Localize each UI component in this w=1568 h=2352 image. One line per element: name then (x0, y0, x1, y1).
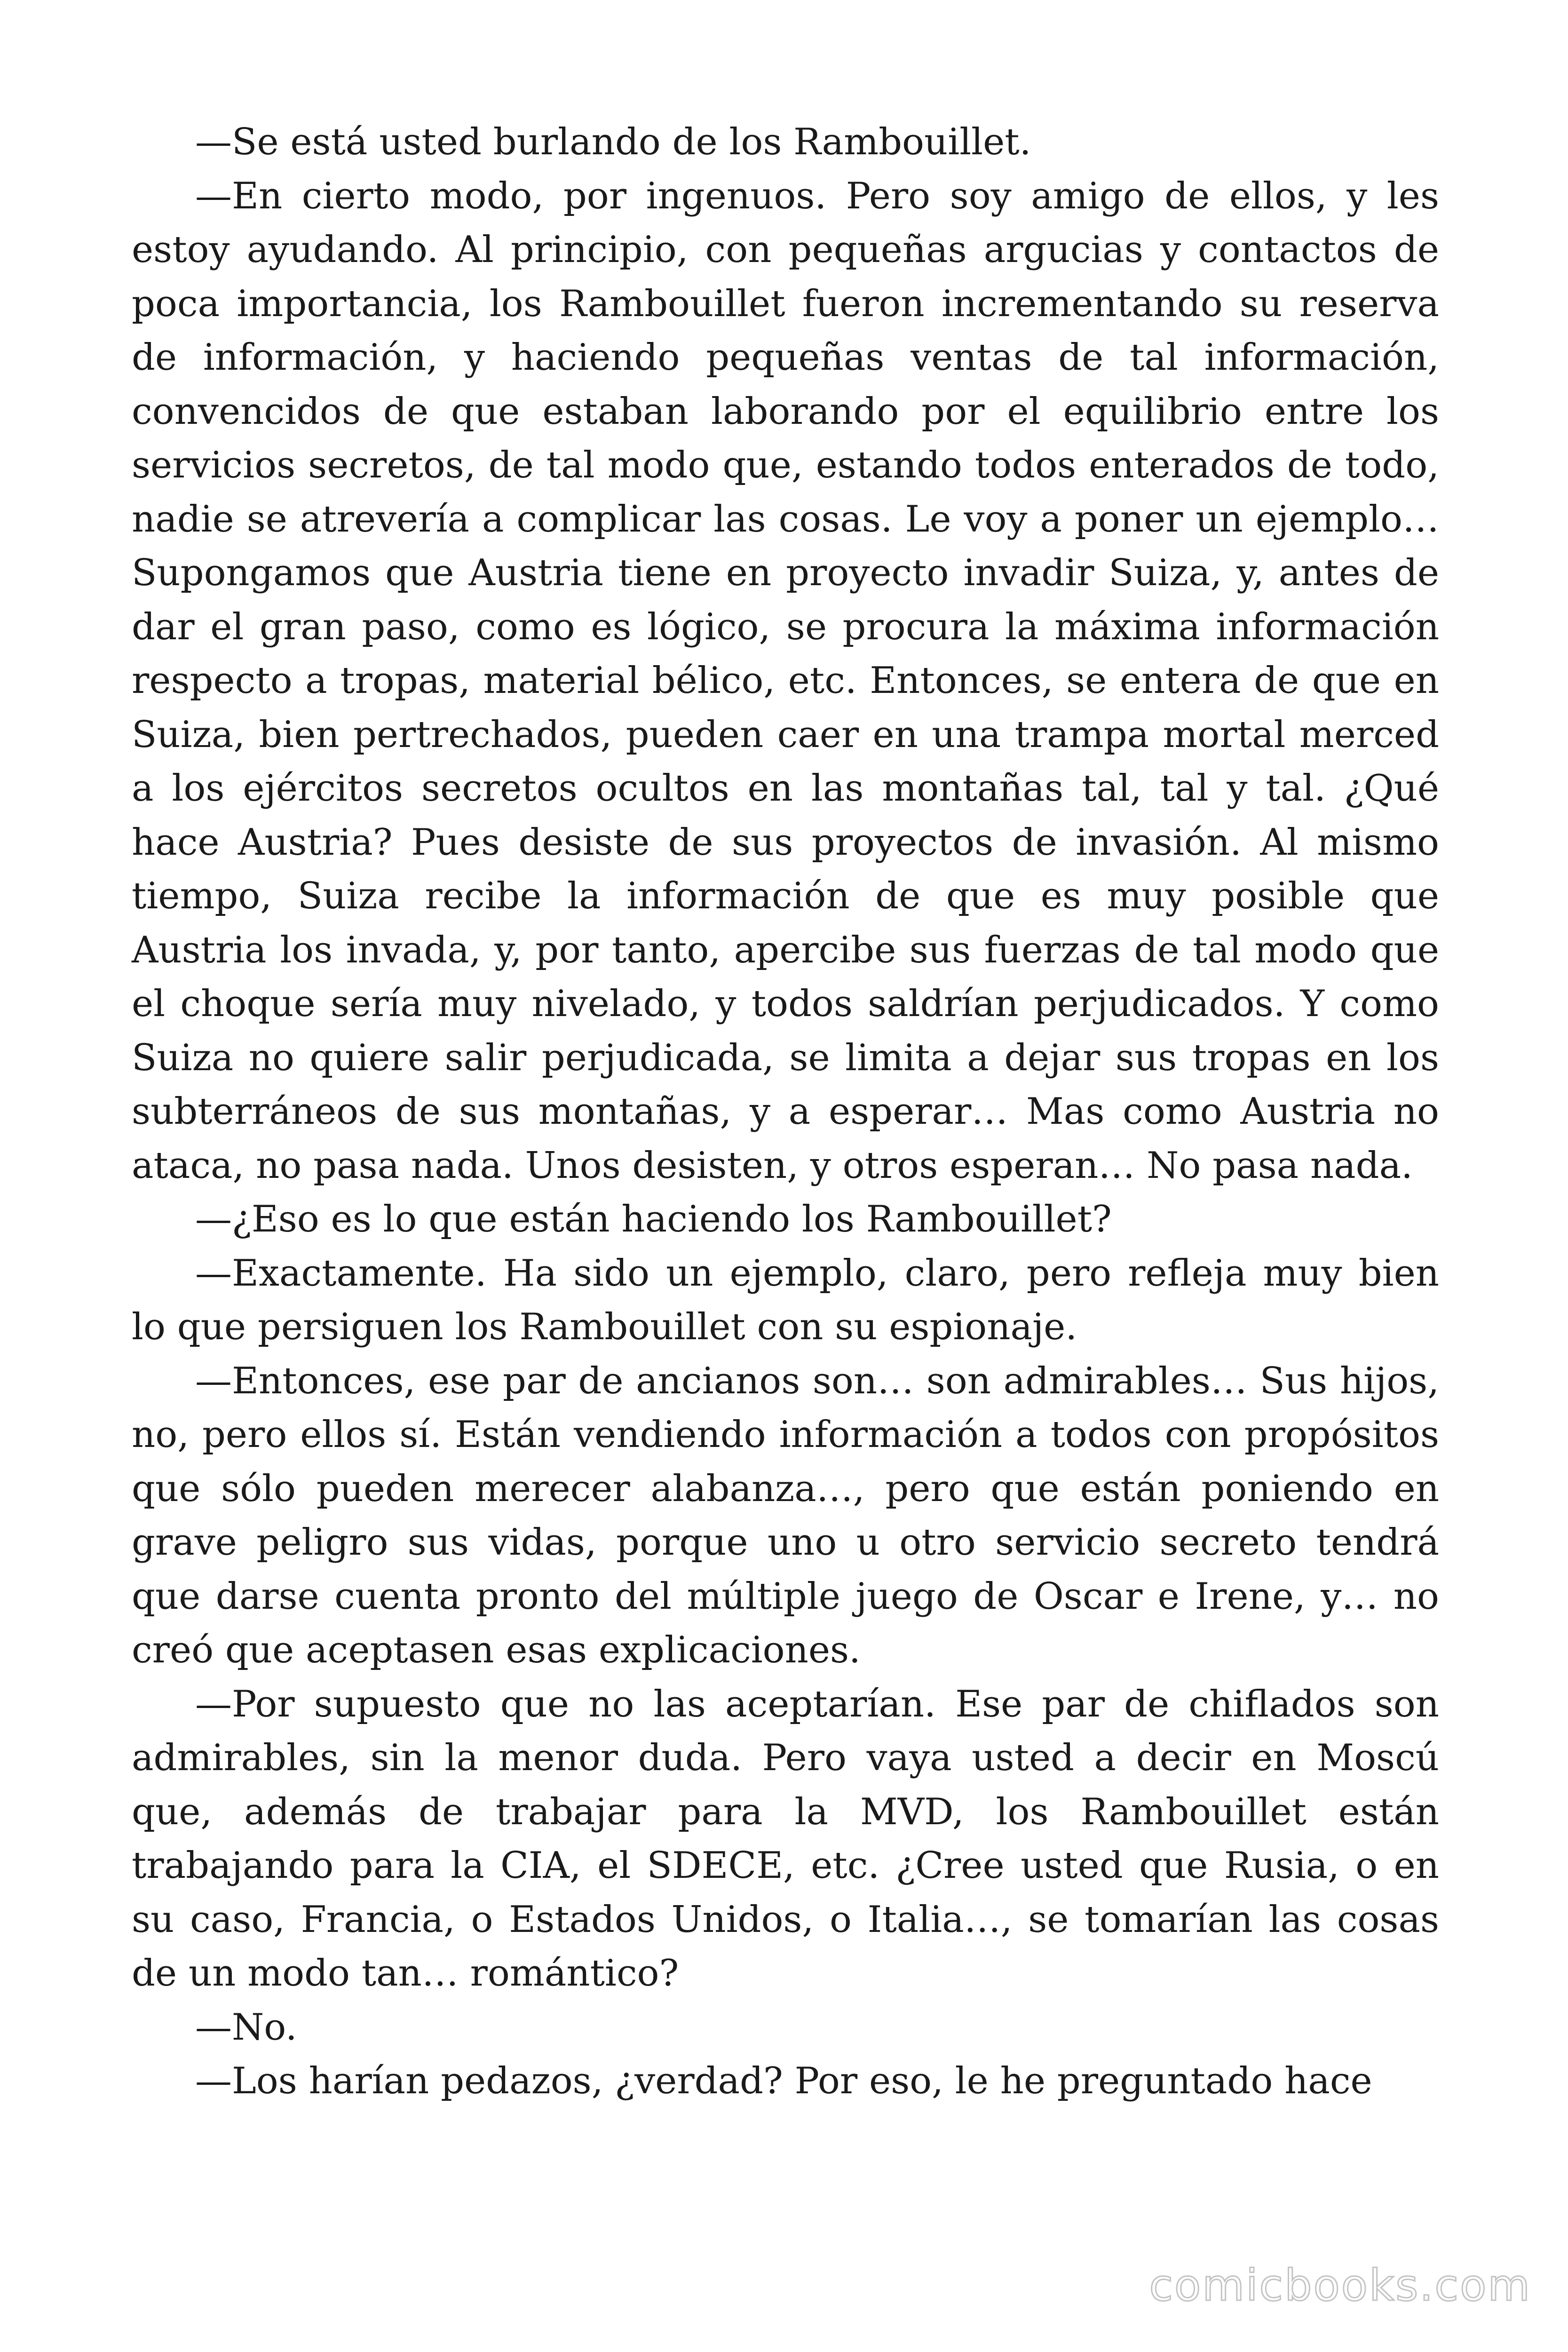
paragraph-8: —Los harían pedazos, ¿verdad? Por eso, le he preguntado hace (195, 2060, 1372, 2102)
page-body (132, 115, 1439, 2232)
paragraph-3: —¿Eso es lo que están haciendo los Rambouillet? (195, 1198, 1112, 1240)
paragraph-1: —Se está usted burlando de los Rambouillet. (195, 121, 1031, 163)
paragraph-6: —Por supuesto que no las aceptarían. Ese par de chiflados son admirables, sin la menor duda. Pero vaya usted a decir en Moscú que, además de trabajar para la MVD, los Rambouillet están trabajando para la CIA, el SDECE, etc. ¿Cree usted que Rusia, o en su caso, Francia, o Estados Unidos, o Italia…, se tomarían las cosas de un modo tan… romántico? (132, 1683, 1439, 1994)
paragraph-7: —No. (195, 2006, 297, 2049)
paragraph-4: —Exactamente. Ha sido un ejemplo, claro, pero refleja muy bien lo que persiguen los Rambouillet con su espionaje. (132, 1252, 1439, 1348)
paragraph-5: —Entonces, ese par de ancianos son… son admirables… Sus hijos, no, pero ellos sí. Están vendiendo información a todos con propósitos que sólo pueden merecer alabanza…, pero que están poniendo en grave peligro sus vidas, porque uno u otro servicio secreto tendrá que darse cuenta pronto del múltiple juego de Oscar e Irene, y… no creó que aceptasen esas explicaciones. (132, 1359, 1439, 1671)
paragraph-2: —En cierto modo, por ingenuos. Pero soy amigo de ellos, y les estoy ayudando. Al principio, con pequeñas argucias y contactos de poca importancia, los Rambouillet fueron incrementando su reserva de información, y haciendo pequeñas ventas de tal información, convencidos de que estaban laborando por el equilibrio entre los servicios secretos, de tal modo que, estando todos enterados de todo, nadie se atrevería a complicar las cosas. Le voy a poner un ejemplo… Supongamos que Austria tiene en proyecto invadir Suiza, y, antes de dar el gran paso, como es lógico, se procura la máxima información respecto a tropas, material bélico, etc. Entonces, se entera de que en Suiza, bien pertrechados, pueden caer en una trampa mortal merced a los ejércitos secretos ocultos en las montañas tal, tal y tal. ¿Qué hace Austria? Pues desiste de sus proyectos de invasión. Al mismo tiempo, Suiza recibe la información de que es muy posible que Austria los invada, y, por tanto, apercibe sus fuerzas de tal modo que el choque sería muy nivelado, y todos saldrían perjudicados. Y como Suiza no quiere salir perjudicada, se limita a dejar sus tropas en los subterráneos de sus montañas, y a esperar… Mas como Austria no ataca, no pasa nada. Unos desisten, y otros esperan… No pasa nada. (132, 175, 1439, 1187)
watermark: comicbooks.com (1149, 2260, 1531, 2311)
